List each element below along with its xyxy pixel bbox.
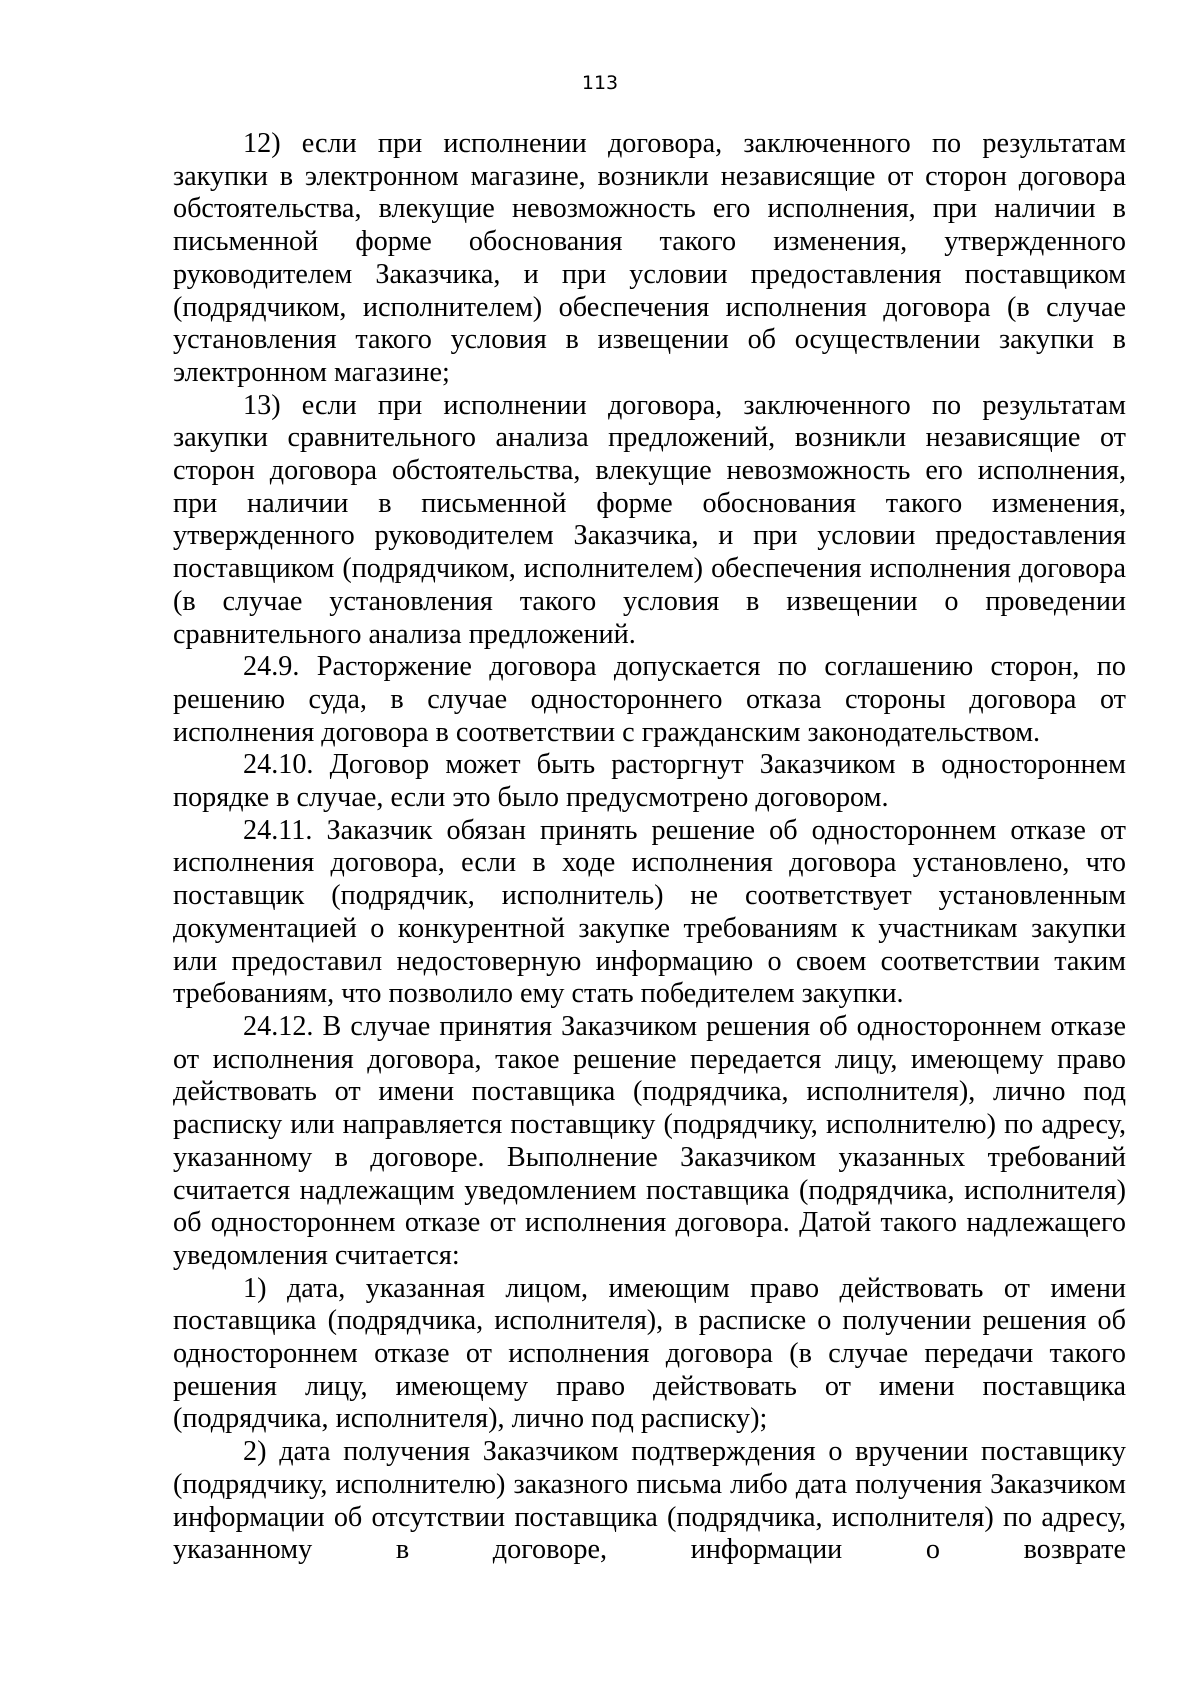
page-number: 113	[581, 72, 619, 94]
paragraph-24-12: 24.12. В случае принятия Заказчиком решения об одностороннем отказе от исполнения договора, такое решение передается лицу, имеющему право действовать от имени поставщика (подрядчика, исполнителя), лично под расписку или направляется поставщику (подрядчику, исполнителю) по адресу, указанному в договоре. Выполнение Заказчиком указанных требований считается надлежащим уведомлением поставщика (подрядчика, исполнителя) об одностороннем отказе от исполнения договора. Датой такого надлежащего уведомления считается:	[173, 1010, 1126, 1271]
paragraph-24-10: 24.10. Договор может быть расторгнут Заказчиком в одностороннем порядке в случае, если это было предусмотрено договором.	[173, 749, 1126, 814]
paragraph-24-11: 24.11. Заказчик обязан принять решение об одностороннем отказе от исполнения договора, если в ходе исполнения договора установлено, что поставщик (подрядчик, исполнитель) не соответствует установленным документацией о конкурентной закупке требованиям к участникам закупки или предоставил недостоверную информацию о своем соответствии таким требованиям, что позволило ему стать победителем закупки.	[173, 814, 1126, 1010]
document-body	[173, 128, 1126, 1567]
paragraph-item-12: 12) если при исполнении договора, заключенного по результатам закупки в электронном магазине, возникли независящие от сторон договора обстоятельства, влекущие невозможность его исполнения, при наличии в письменной форме обоснования такого изменения, утвержденного руководителем Заказчика, и при условии предоставления поставщиком (подрядчиком, исполнителем) обеспечения исполнения договора (в случае установления такого условия в извещении об осуществлении закупки в электронном магазине;	[173, 128, 1126, 388]
paragraph-sub-item-2: 2) дата получения Заказчиком подтверждения о вручении поставщику (подрядчику, исполнителю) заказного письма либо дата получения Заказчиком информации об отсутствии поставщика (подрядчика, исполнителя) по адресу, указанному в договоре, информации о возврате	[173, 1436, 1126, 1566]
paragraph-sub-item-1: 1) дата, указанная лицом, имеющим право действовать от имени поставщика (подрядчика, исполнителя), в расписке о получении решения об одностороннем отказе от исполнения договора (в случае передачи такого решения лицу, имеющему право действовать от имени поставщика (подрядчика, исполнителя), лично под расписку);	[173, 1272, 1126, 1435]
paragraph-24-9: 24.9. Расторжение договора допускается по соглашению сторон, по решению суда, в случае одностороннего отказа стороны договора от исполнения договора в соответствии с гражданским законодательством.	[173, 651, 1126, 748]
paragraph-item-13: 13) если при исполнении договора, заключенного по результатам закупки сравнительного анализа предложений, возникли независящие от сторон договора обстоятельства, влекущие невозможность его исполнения, при наличии в письменной форме обоснования такого изменения, утвержденного руководителем Заказчика, и при условии предоставления поставщиком (подрядчиком, исполнителем) обеспечения исполнения договора (в случае установления такого условия в извещении о проведении сравнительного анализа предложений.	[173, 389, 1126, 650]
